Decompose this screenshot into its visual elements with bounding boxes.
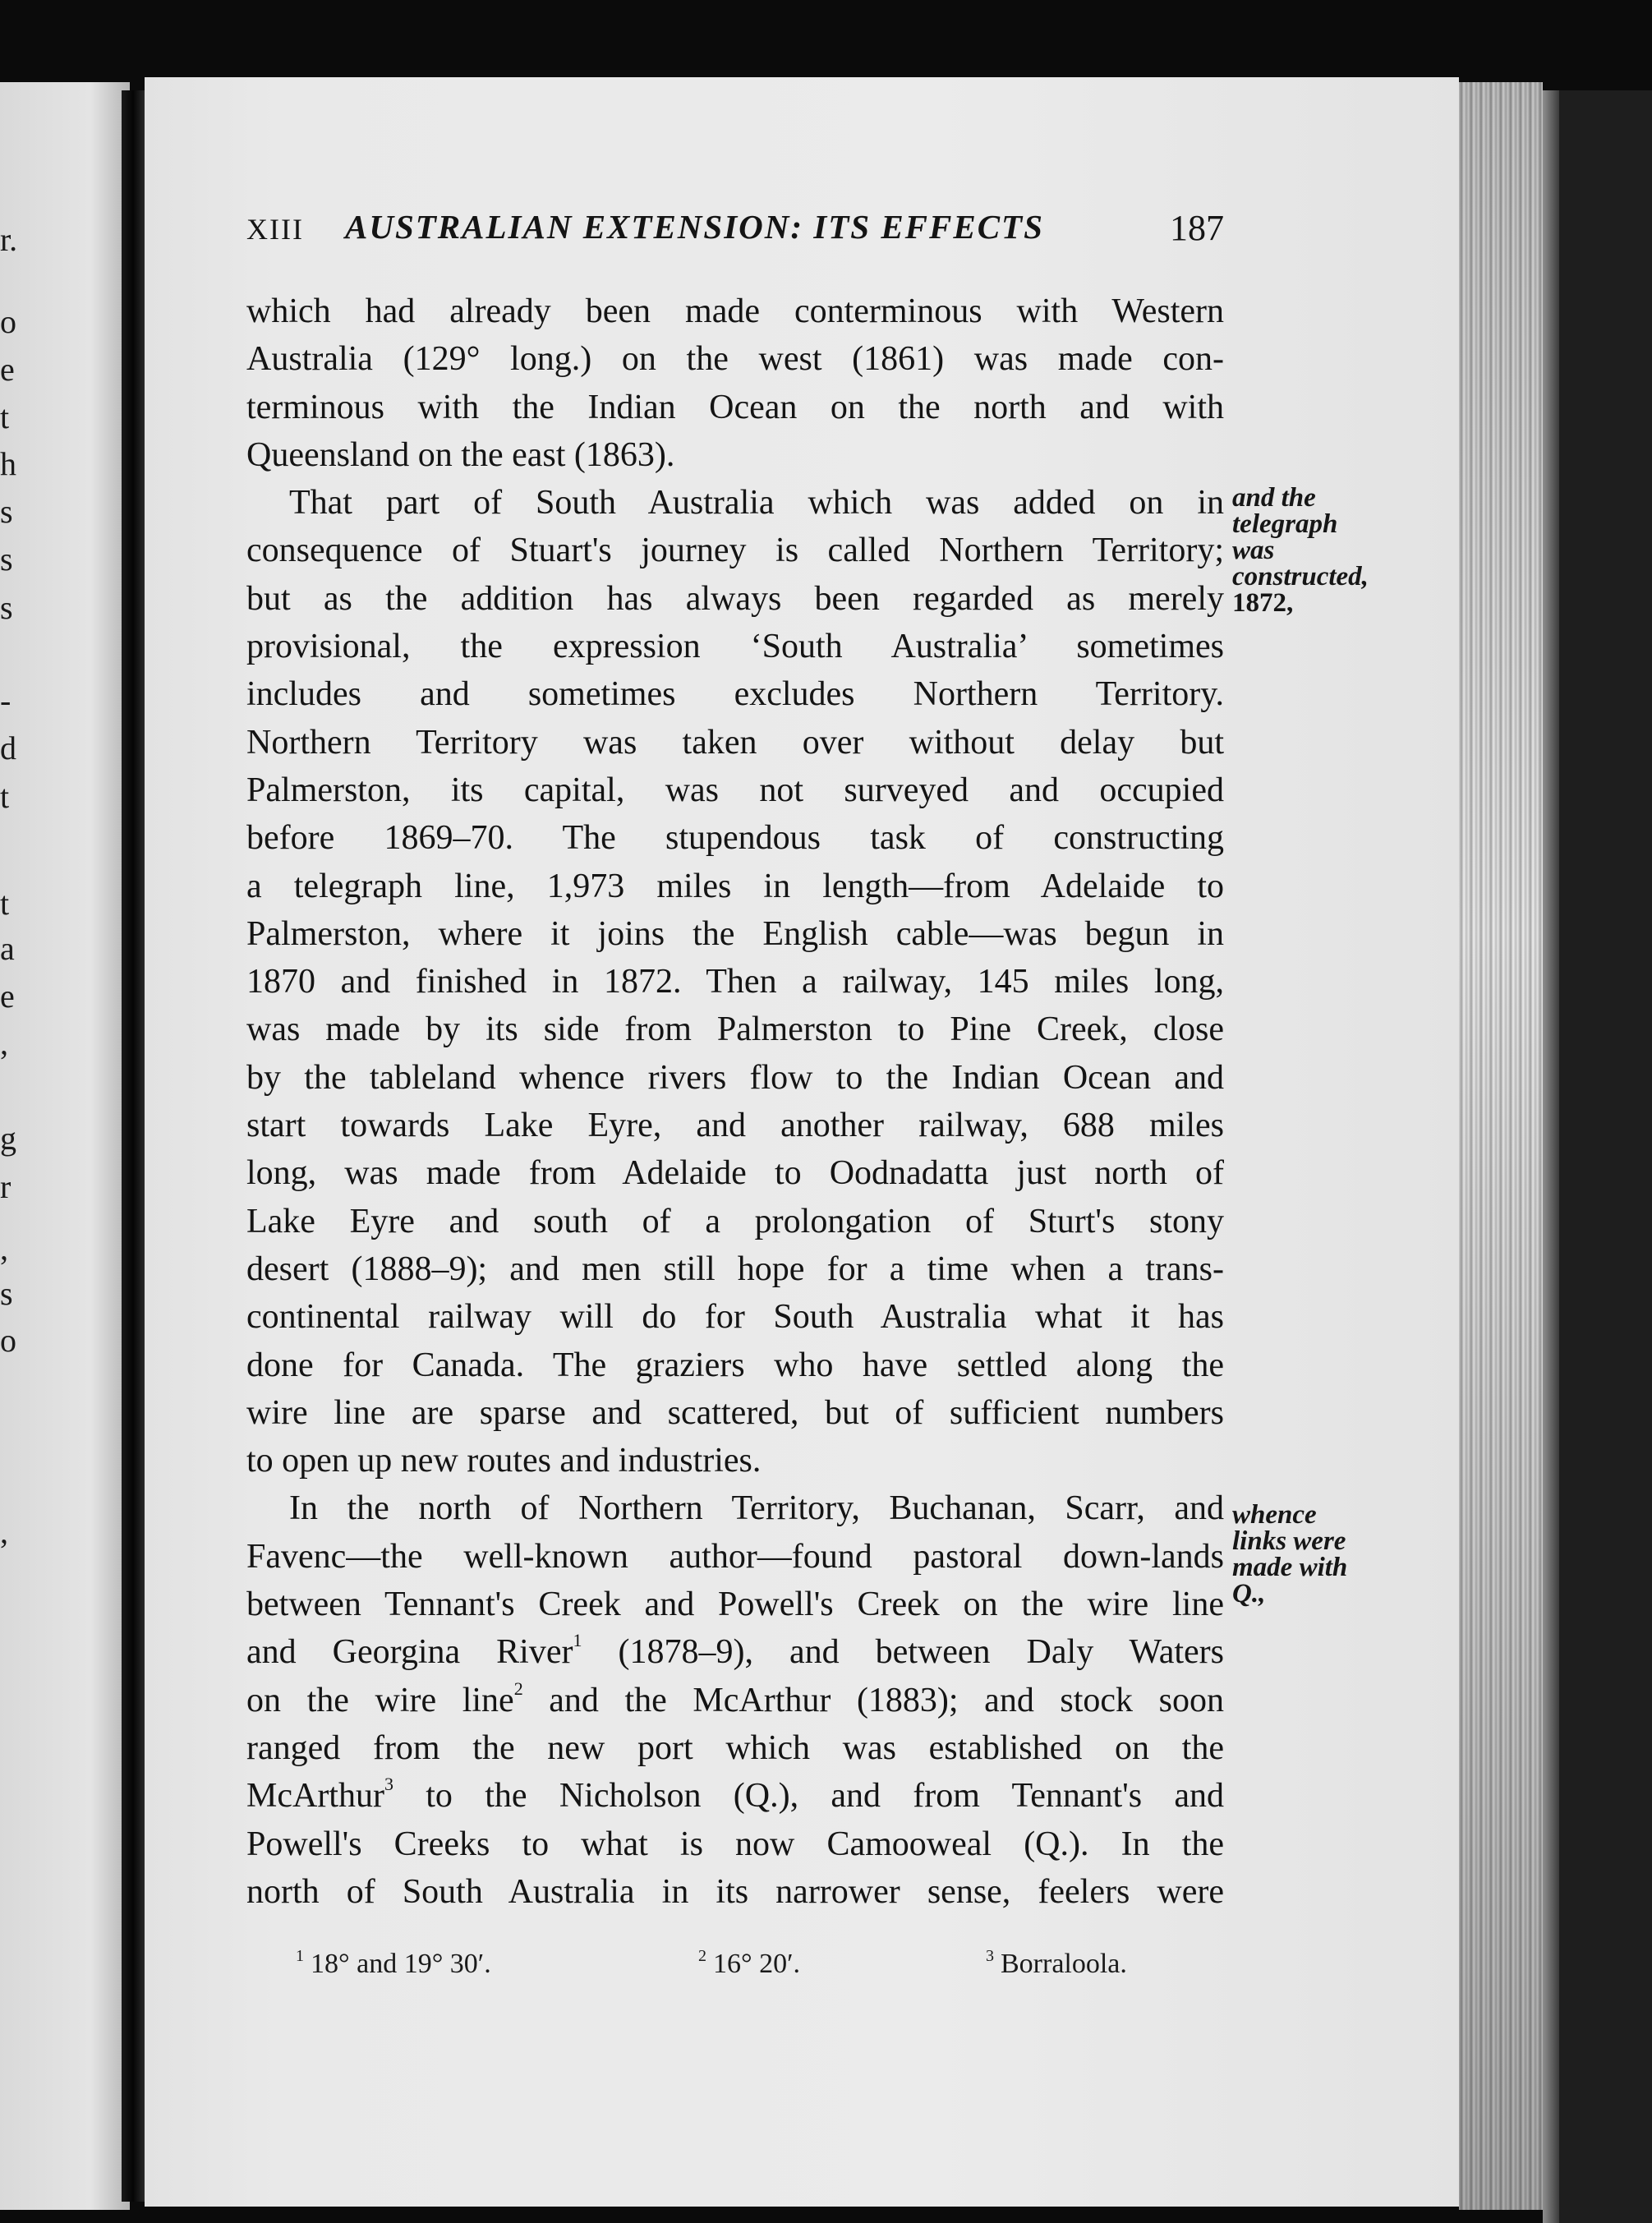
footnote-ref[interactable]: 1 [573,1630,582,1651]
text-line: continental railway will do for South Australia what it has [246,1298,1224,1337]
text-fragment: on the wire line [246,1681,514,1719]
left-page-glyph: , [0,1230,8,1267]
book-gutter [122,90,145,2202]
text-fragment: (1878–9), and between Daly Waters [582,1633,1225,1672]
left-page-glyph: s [0,541,13,578]
sidenote-links [1232,1502,1405,1607]
text-line: provisional, the expression ‘South Australia’ sometimes [246,628,1224,666]
footnotes [296,1949,1199,1990]
chapter-title: AUSTRALIAN EXTENSION: ITS EFFECTS [345,208,1044,246]
left-page-glyph: g [0,1120,16,1157]
left-page-glyph: , [0,1024,8,1061]
text-fragment: to the Nicholson (Q.), and from Tennant's and [393,1777,1224,1816]
text-line: In the north of Northern Territory, Buchanan, Scarr, and [289,1489,1224,1528]
sidenote-line: was [1232,536,1275,565]
footnote-mark: 1 [296,1947,304,1965]
left-page-glyph: h [0,445,16,482]
footnote-text: 18° and 19° 30′. [311,1949,491,1979]
sidenote-line: telegraph [1232,509,1338,539]
text-line: before 1869–70. The stupendous task of constructing [246,819,1224,858]
left-page-glyph: e [0,978,15,1015]
text-line: consequence of Stuart's journey is called Northern Territory; [246,532,1224,570]
text-line: wire line are sparse and scattered, but of sufficient numbers [246,1393,1224,1432]
left-page-glyph: t [0,778,10,815]
page-number: 187 [1170,208,1224,248]
text-line: Palmerston, where it joins the English cable—was begun in [246,914,1224,953]
left-page-glyph: a [0,930,15,967]
left-page-glyph: s [0,493,13,530]
text-line: but as the addition has always been regarded as merely [246,579,1224,618]
footnote-mark: 3 [986,1947,994,1965]
left-page-glyph: t [0,398,10,435]
sidenote-line: whence [1232,1500,1317,1530]
sidenote-line: 1872, [1232,588,1294,618]
text-fragment: and the McArthur (1883); and stock soon [522,1681,1224,1719]
text-line: Australia (129° long.) on the west (1861) was made con- [246,340,1224,379]
text-fragment: McArthur [246,1777,384,1816]
sidenote-line: made with [1232,1553,1348,1582]
text-line: was made by its side from Palmerston to Pine Creek, close [246,1010,1224,1049]
text-line: 1870 and finished in 1872. Then a railway, 145 miles long, [246,963,1224,1001]
sidenote-line: Q., [1232,1579,1266,1609]
text-line: between Tennant's Creek and Powell's Creek on the wire line [246,1586,1224,1624]
page-edges [1459,82,1543,2210]
text-line: done for Canada. The graziers who have settled along the [246,1346,1224,1384]
left-page-glyph: o [0,303,16,340]
text-line: Palmerston, its capital, was not surveyed and occupied [246,771,1224,809]
text-line: long, was made from Adelaide to Oodnadatta just north of [246,1154,1224,1193]
left-page-glyph: t [0,885,10,922]
sidenote-line: and the [1232,483,1316,513]
text-line: north of South Australia in its narrower sense, feelers were [246,1872,1224,1911]
text-line: Northern Territory was taken over without delay but [246,723,1224,762]
text-line [246,1772,1224,1820]
book-cover-edge [1543,90,1652,2223]
text-line [246,1677,1224,1724]
text-line: which had already been made conterminous with Western [246,292,1224,330]
text-line: Favenc—the well-known author—found pastoral down-lands [246,1537,1224,1576]
left-page-glyph: d [0,729,16,766]
text-line: Powell's Creeks to what is now Camooweal (Q.). In the [246,1825,1224,1863]
footnote [698,1949,800,1980]
left-page-glyph: r [0,1168,12,1205]
text-line: terminous with the Indian Ocean on the north and with [246,388,1224,426]
text-line: includes and sometimes excludes Northern Territory. [246,675,1224,714]
left-page-glyph: o [0,1322,16,1359]
chapter-number: XIII [246,213,304,246]
sidenote-telegraph [1232,485,1405,616]
text-fragment: and Georgina River [246,1633,573,1672]
text-line: ranged from the new port which was established on the [246,1728,1224,1767]
left-page-glyph: s [0,1275,13,1312]
footnote-ref[interactable]: 2 [513,1678,523,1699]
text-line: Queensland on the east (1863). [246,435,675,474]
footnote-text: 16° 20′. [713,1949,801,1979]
text-line: start towards Lake Eyre, and another railway, 688 miles [246,1107,1224,1145]
left-page-glyph: , [0,1513,8,1550]
text-line: a telegraph line, 1,973 miles in length—from Adelaide to [246,867,1224,905]
text-line: That part of South Australia which was added on in [289,484,1224,522]
text-line: to open up new routes and industries. [246,1442,762,1480]
footnote [986,1949,1127,1980]
footnote-ref[interactable]: 3 [384,1774,393,1795]
footnote-mark: 2 [698,1947,706,1965]
sidenote-line: links were [1232,1526,1346,1556]
footnote [296,1949,491,1980]
body-text [246,288,1224,1916]
text-line [246,1628,1224,1676]
left-page-glyph: - [0,682,12,719]
sidenote-line: constructed, [1232,562,1369,591]
running-head [246,207,1224,256]
text-line: by the tableland whence rivers flow to the Indian Ocean and [246,1058,1224,1097]
left-page-glyph: e [0,351,15,388]
footnote-text: Borraloola. [1001,1949,1127,1979]
left-page-glyph: r. [0,221,18,258]
text-line: Lake Eyre and south of a prolongation of Sturt's stony [246,1202,1224,1240]
left-page-glyph: s [0,589,13,626]
text-line: desert (1888–9); and men still hope for a time when a trans- [246,1250,1224,1288]
